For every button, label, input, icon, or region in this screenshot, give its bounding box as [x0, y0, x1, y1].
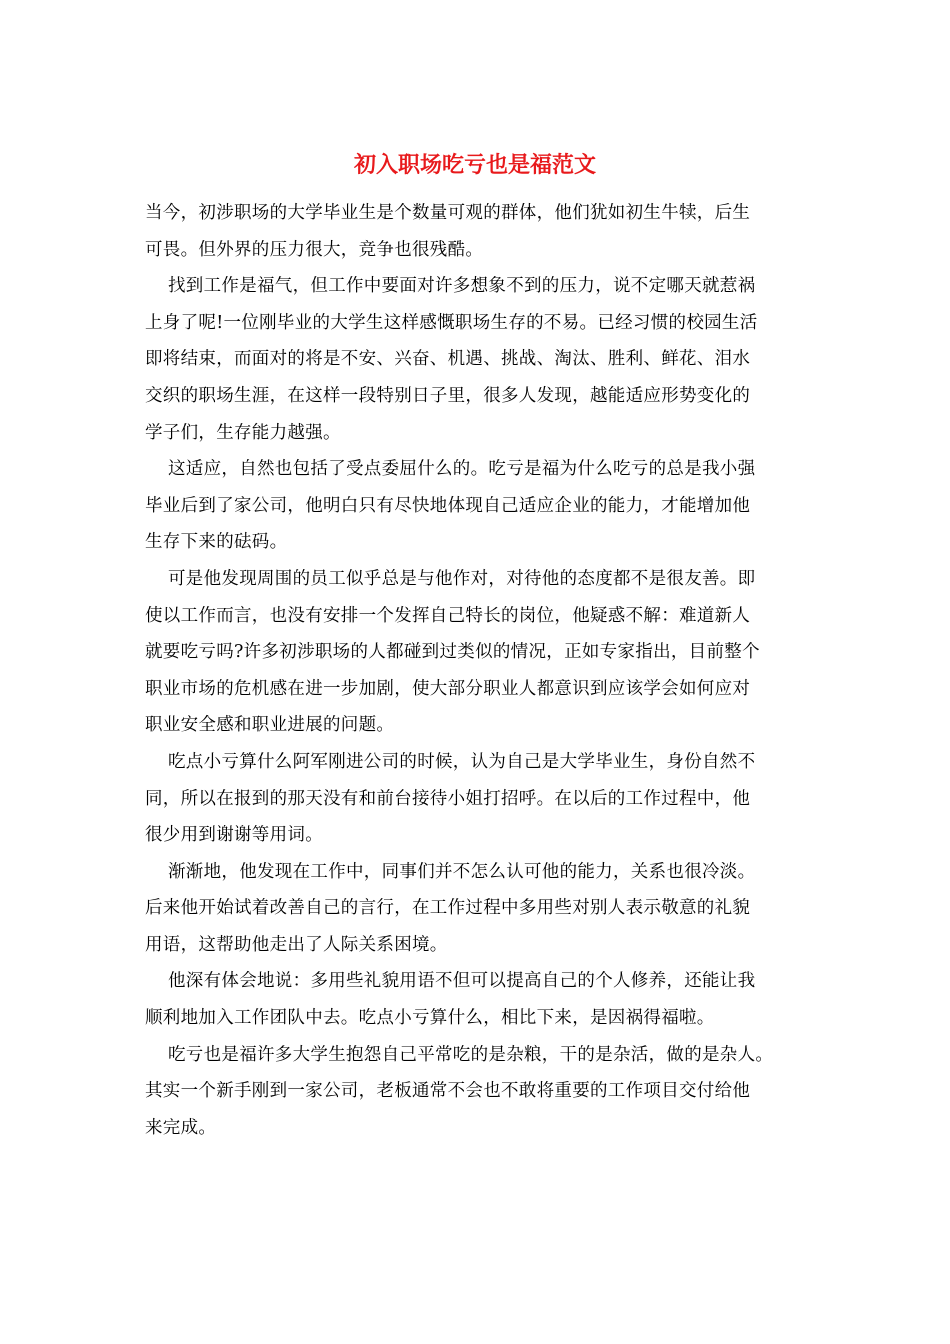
paragraph-line: 就要吃亏吗?许多初涉职场的人都碰到过类似的情况，正如专家指出，目前整个 — [145, 642, 760, 663]
paragraph — [145, 561, 825, 744]
paragraph-line: 后来他开始试着改善自己的言行，在工作过程中多用些对别人表示敬意的礼貌 — [145, 898, 751, 919]
paragraph — [145, 963, 825, 1036]
paragraph-line: 上身了呢!一位刚毕业的大学生这样感慨职场生存的不易。已经习惯的校园生活 — [145, 312, 758, 333]
paragraph-line: 吃亏也是福许多大学生抱怨自己平常吃的是杂粮，干的是杂活，做的是杂人。 — [168, 1044, 774, 1065]
paragraph-line: 可是他发现周围的员工似乎总是与他作对，对待他的态度都不是很友善。即 — [168, 568, 756, 589]
paragraph-line: 用语，这帮助他走出了人际关系困境。 — [145, 934, 448, 955]
document-body — [145, 195, 825, 1146]
paragraph — [145, 854, 825, 964]
paragraph-line: 生存下来的砝码。 — [145, 532, 288, 553]
paragraph-line: 顺利地加入工作团队中去。吃点小亏算什么，相比下来，是因祸得福啦。 — [145, 1008, 715, 1029]
paragraph-line: 他深有体会地说：多用些礼貌用语不但可以提高自己的个人修养，还能让我 — [168, 971, 756, 992]
paragraph-line: 即将结束，而面对的将是不安、兴奋、机遇、挑战、淘汰、胜利、鲜花、泪水 — [145, 349, 751, 370]
paragraph — [145, 1037, 825, 1147]
paragraph-line: 找到工作是福气，但工作中要面对许多想象不到的压力，说不定哪天就惹祸 — [168, 276, 756, 297]
document-title: 初入职场吃亏也是福范文 — [353, 152, 596, 178]
paragraph-line: 很少用到谢谢等用词。 — [145, 825, 323, 846]
paragraph-line: 吃点小亏算什么阿军刚进公司的时候，认为自己是大学毕业生，身份自然不 — [168, 751, 756, 772]
paragraph-line: 其实一个新手刚到一家公司，老板通常不会也不敢将重要的工作项目交付给他 — [145, 1081, 751, 1102]
paragraph — [145, 744, 825, 854]
paragraph-line: 当今，初涉职场的大学毕业生是个数量可观的群体，他们犹如初生牛犊，后生 — [145, 203, 751, 223]
paragraph-line: 交织的职场生涯，在这样一段特别日子里，很多人发现，越能适应形势变化的 — [145, 385, 751, 406]
paragraph — [145, 451, 825, 561]
paragraph-line: 学子们，生存能力越强。 — [145, 422, 341, 443]
paragraph-line: 毕业后到了家公司，他明白只有尽快地体现自己适应企业的能力，才能增加他 — [145, 495, 751, 516]
paragraph-line: 这适应，自然也包括了受点委屈什么的。吃亏是福为什么吃亏的总是我小强 — [168, 459, 756, 480]
paragraph-line: 职业市场的危机感在进一步加剧，使大部分职业人都意识到应该学会如何应对 — [145, 678, 751, 699]
paragraph-line: 来完成。 — [145, 1117, 217, 1138]
paragraph-line: 同，所以在报到的那天没有和前台接待小姐打招呼。在以后的工作过程中，他 — [145, 788, 751, 809]
paragraph — [145, 195, 825, 268]
paragraph-line: 可畏。但外界的压力很大，竞争也很残酷。 — [145, 239, 484, 260]
paragraph-line: 渐渐地，他发现在工作中，同事们并不怎么认可他的能力，关系也很冷淡。 — [168, 861, 756, 882]
paragraph-line: 使以工作而言，也没有安排一个发挥自己特长的岗位，他疑惑不解：难道新人 — [145, 605, 751, 626]
paragraph — [145, 268, 825, 451]
paragraph-line: 职业安全感和职业进展的问题。 — [145, 715, 395, 736]
